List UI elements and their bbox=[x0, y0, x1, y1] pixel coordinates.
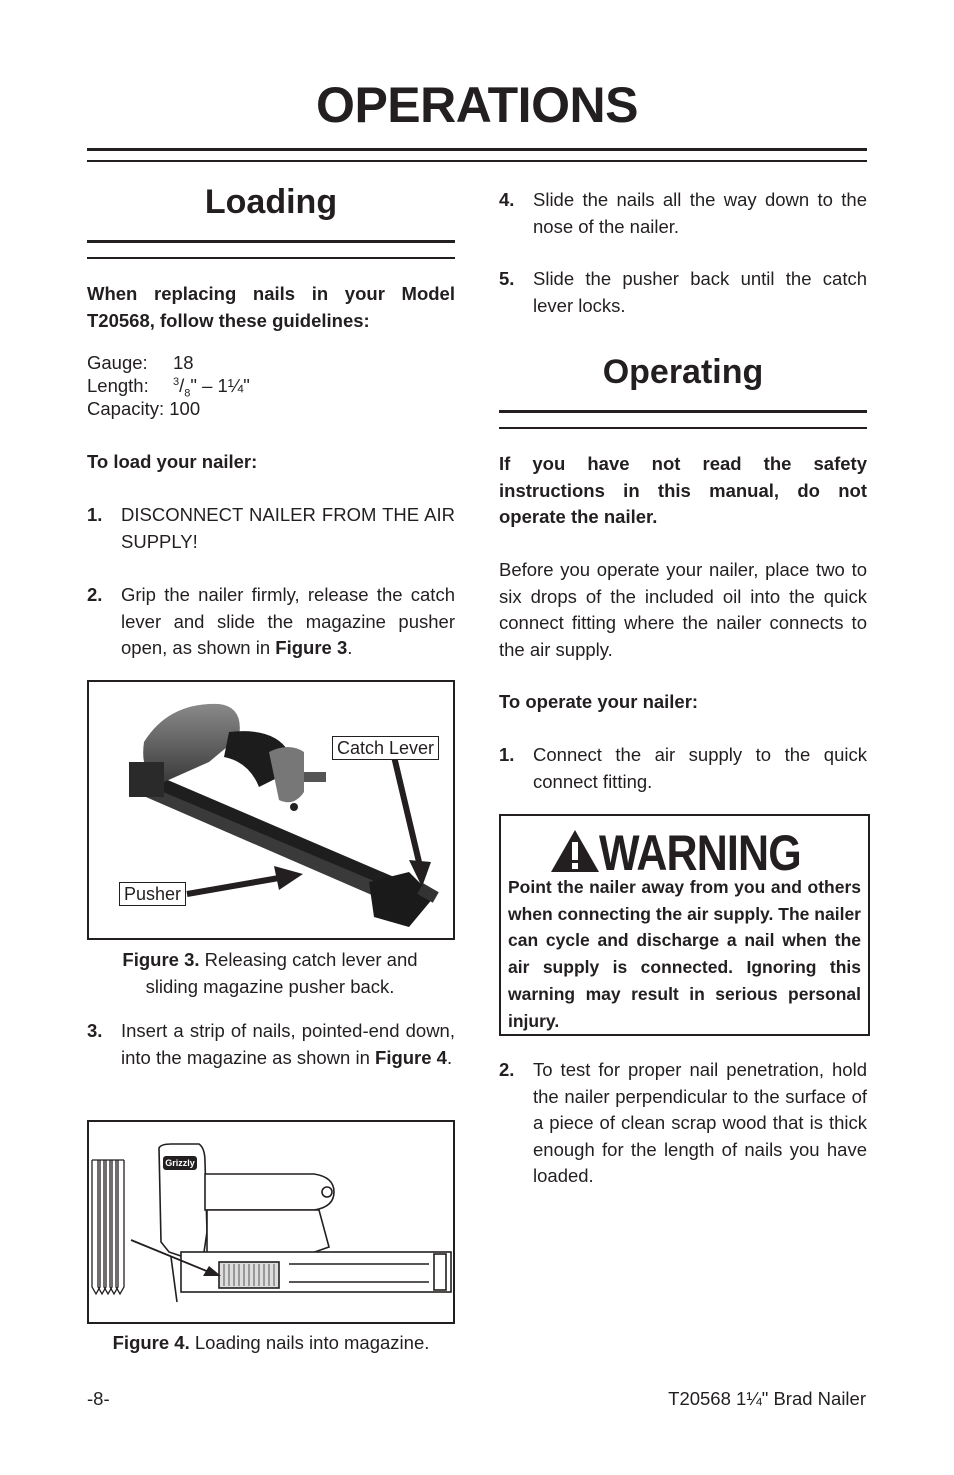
load-subheading: To load your nailer: bbox=[87, 451, 258, 472]
warning-text: Point the nailer away from you and others when connecting the air supply. The nailer can cycle and discharge a nail when the air supply is connected. Ignoring this warning may result in serious personal injury. bbox=[508, 877, 861, 1031]
warning-title: WARNING bbox=[599, 825, 801, 881]
nailer-loading-illustration bbox=[89, 1122, 453, 1322]
loading-rule-bottom bbox=[87, 257, 455, 259]
footer-model: T20568 1¼" Brad Nailer bbox=[668, 1388, 866, 1409]
figure-4-caption: Figure 4. Loading nails into magazine. bbox=[112, 1332, 430, 1353]
figure-3-box bbox=[87, 680, 455, 940]
operate-step-2: 2. To test for proper nail penetration, hold the nailer perpendicular to the surface of a piece of clean scrap wood that is thick enough for the length of nails you have loaded. bbox=[499, 1059, 867, 1186]
operating-heading: Operating bbox=[602, 353, 764, 391]
safety-notice: If you have not read the safety instructions in this manual, do not operate the nailer. bbox=[499, 453, 867, 527]
warning-box bbox=[499, 814, 870, 1036]
page-title: OPERATIONS bbox=[316, 77, 638, 133]
loading-intro: When replacing nails in your Model T20568, follow these guidelines: bbox=[87, 283, 455, 331]
load-step-1: 1. DISCONNECT NAILER FROM THE AIR SUPPLY! bbox=[87, 504, 455, 552]
load-step-4: 4. Slide the nails all the way down to the nose of the nailer. bbox=[499, 189, 867, 237]
loading-heading: Loading bbox=[204, 183, 338, 221]
operating-rule-bottom bbox=[499, 427, 867, 429]
operating-rule-top bbox=[499, 410, 867, 413]
figure-4-box bbox=[87, 1120, 455, 1324]
loading-rule-top bbox=[87, 240, 455, 243]
warning-triangle-icon bbox=[549, 828, 601, 874]
load-step-5: 5. Slide the pusher back until the catch lever locks. bbox=[499, 268, 867, 316]
page-number: -8- bbox=[87, 1388, 110, 1409]
spec-capacity: Capacity: 100 bbox=[87, 398, 201, 419]
title-rule-top bbox=[87, 148, 867, 151]
spec-gauge: Gauge: 18 bbox=[87, 352, 194, 373]
catch-lever-callout: Catch Lever bbox=[332, 736, 439, 760]
figure-3-caption: Figure 3. Releasing catch lever and sliding magazine pusher back. bbox=[122, 949, 418, 997]
pusher-callout: Pusher bbox=[119, 882, 186, 906]
load-step-3: 3. Insert a strip of nails, pointed-end down, into the magazine as shown in Figure 4. bbox=[87, 1020, 455, 1068]
operate-step-1: 1. Connect the air supply to the quick connect fitting. bbox=[499, 744, 867, 792]
title-rule-bottom bbox=[87, 160, 867, 162]
oil-paragraph: Before you operate your nailer, place two to six drops of the included oil into the quick connect fitting where the nailer connects to the air supply. bbox=[499, 559, 867, 660]
spec-length: Length: $^3/_8$" – 1¼" bbox=[87, 375, 250, 400]
figure-4-logo: Grizzly bbox=[165, 1158, 195, 1168]
load-step-2: 2. Grip the nailer firmly, release the catch lever and slide the magazine pusher open, as shown in Figure 3. bbox=[87, 584, 455, 658]
nail-specs bbox=[87, 351, 455, 420]
operate-subheading: To operate your nailer: bbox=[499, 691, 699, 712]
